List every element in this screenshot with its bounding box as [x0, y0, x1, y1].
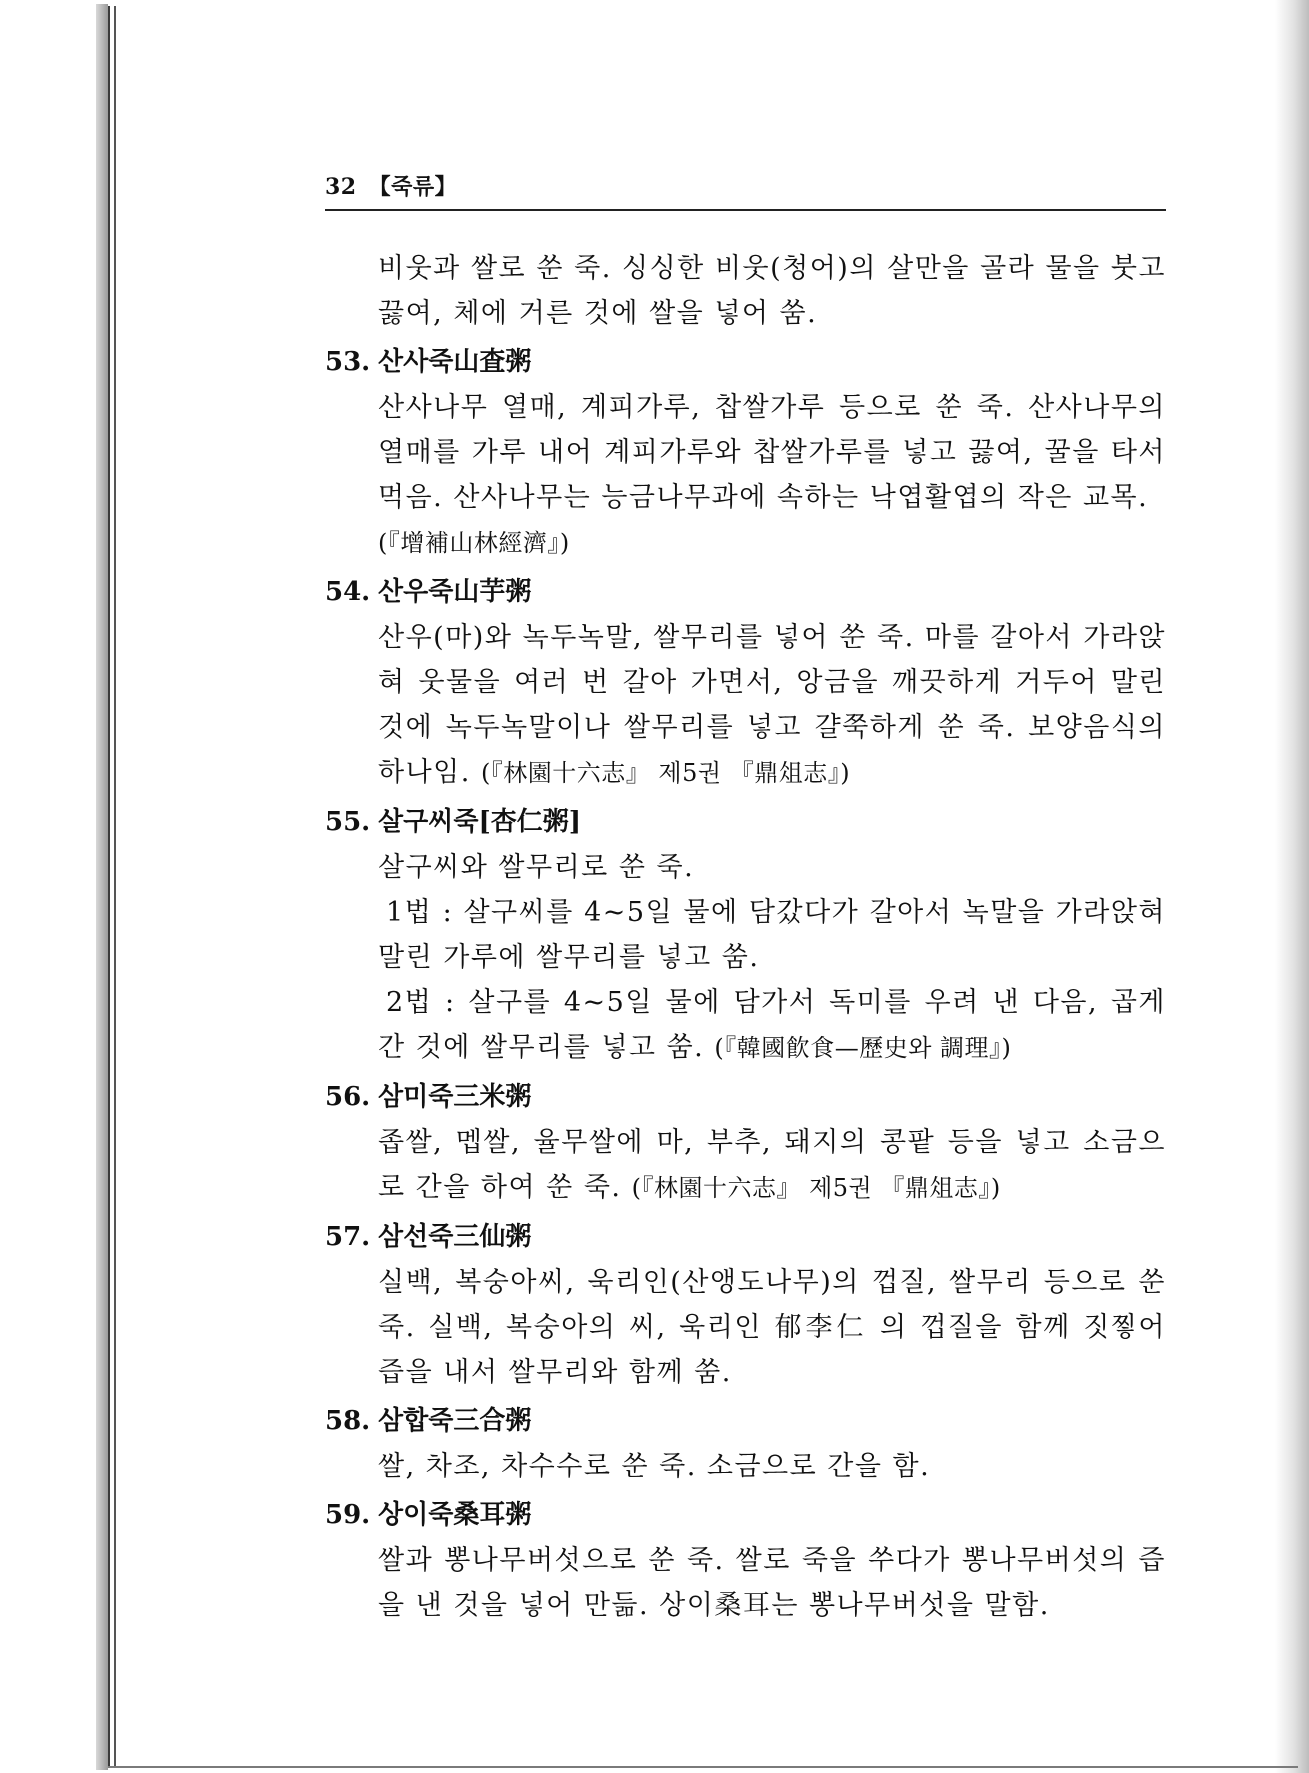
entry-text: 산사나무 열매, 계피가루, 찹쌀가루 등으로 쑨 죽. 산사나무의 열매를 가루 내어 계피가루와 찹쌀가루를 넣고 끓여, 꿀을 타서 먹음. 산사나무는 능금나무과에 속하는 낙엽활엽의 작은 교목.: [378, 392, 1166, 513]
entry-heading: [325, 1215, 1166, 1260]
entry-text: 2법 : 살구를 4~5일 물에 담가서 독미를 우려 낸 다음, 곱게 간 것에 쌀무리를 넣고 쑴.: [378, 987, 1166, 1063]
page-right-shadow: [1275, 0, 1309, 1773]
entry-definition: [378, 1120, 1166, 1211]
entry-title: 삼합죽三合粥: [378, 1406, 532, 1436]
entry-57: [325, 1215, 1166, 1395]
continuation-paragraph: 비웃과 쌀로 쑨 죽. 싱싱한 비웃(청어)의 살만을 골라 물을 붓고 끓여, 체에 거른 것에 쌀을 넣어 쑴.: [378, 253, 1166, 329]
entry-heading: [325, 570, 1166, 615]
entry-title: 삼미죽三米粥: [378, 1082, 532, 1112]
entry-citation: (『增補山林經濟』): [378, 529, 570, 557]
entry-title: 산우죽山芋粥: [378, 577, 532, 607]
entry-heading: [325, 1493, 1166, 1538]
entry-title: 살구씨죽[杏仁粥]: [378, 807, 582, 837]
entry-number: 54.: [325, 577, 371, 607]
header-rule: [325, 209, 1166, 211]
entry-heading: [325, 340, 1166, 385]
entry-citation: (『林園十六志』 제5권 『鼎俎志』): [631, 1174, 1001, 1202]
entry-heading: [325, 800, 1166, 845]
page-edge-line: [108, 6, 110, 1768]
entry-title: 산사죽山査粥: [378, 347, 532, 377]
entry-number: 55.: [325, 807, 371, 837]
entry-number: 58.: [325, 1406, 371, 1436]
entry-definition: [378, 615, 1166, 796]
section-title: 【죽류】: [368, 174, 458, 200]
entry-54: [325, 570, 1166, 796]
book-spine-shadow: [96, 4, 108, 1770]
entry-56: [325, 1075, 1166, 1211]
entry-heading: [325, 1399, 1166, 1444]
entry-text: 좁쌀, 멥쌀, 율무쌀에 마, 부추, 돼지의 콩팥 등을 넣고 소금으로 간을 하여 쑨 죽.: [378, 1127, 1166, 1203]
entry-58: [325, 1399, 1166, 1489]
entry-definition: 실백, 복숭아씨, 욱리인(산앵도나무)의 껍질, 쌀무리 등으로 쑨 죽. 실백, 복숭아의 씨, 욱리인 郁李仁 의 껍질을 함께 짓찧어 즙을 내서 쌀무리와 함께 쑴.: [378, 1267, 1166, 1388]
entry-title: 상이죽桑耳粥: [378, 1500, 532, 1530]
entry-definition: 쌀과 뽕나무버섯으로 쑨 죽. 쌀로 죽을 쑤다가 뽕나무버섯의 즙을 낸 것을 넣어 만듦. 상이桑耳는 뽕나무버섯을 말함.: [378, 1545, 1166, 1621]
page-bottom-edge: [108, 1766, 1298, 1768]
entry-method-1: 1법 : 살구씨를 4~5일 물에 담갔다가 갈아서 녹말을 가라앉혀 말린 가루에 쌀무리를 넣고 쑴.: [378, 897, 1166, 973]
entry-method-2: [378, 980, 1166, 1071]
entry-number: 56.: [325, 1082, 371, 1112]
entry-citation: (『韓國飮食—歷史와 調理』): [714, 1034, 1012, 1062]
entry-definition: 쌀, 차조, 차수수로 쑨 죽. 소금으로 간을 함.: [378, 1451, 931, 1482]
entry-heading: [325, 1075, 1166, 1120]
entry-53: [325, 340, 1166, 566]
page-edge-line-inner: [114, 6, 116, 1768]
entry-55: [325, 800, 1166, 1071]
entry-number: 59.: [325, 1500, 371, 1530]
entry-59: [325, 1493, 1166, 1628]
running-head: [325, 170, 457, 201]
page-number: 32: [325, 174, 357, 200]
entry-citation: (『林園十六志』 제5권 『鼎俎志』): [480, 759, 851, 787]
entry-title: 삼선죽三仙粥: [378, 1222, 532, 1252]
entry-definition: 살구씨와 쌀무리로 쑨 죽.: [378, 852, 695, 883]
dictionary-body: [325, 246, 1166, 1628]
entry-number: 53.: [325, 347, 371, 377]
entry-number: 57.: [325, 1222, 371, 1252]
entry-text: 산우(마)와 녹두녹말, 쌀무리를 넣어 쑨 죽. 마를 갈아서 가라앉혀 웃물을 여러 번 갈아 가면서, 앙금을 깨끗하게 거두어 말린 것에 녹두녹말이나 쌀무리를 넣고 걀쭉하게 쑨 죽. 보양음식의 하나임.: [378, 622, 1166, 788]
entry-definition: [378, 385, 1166, 566]
